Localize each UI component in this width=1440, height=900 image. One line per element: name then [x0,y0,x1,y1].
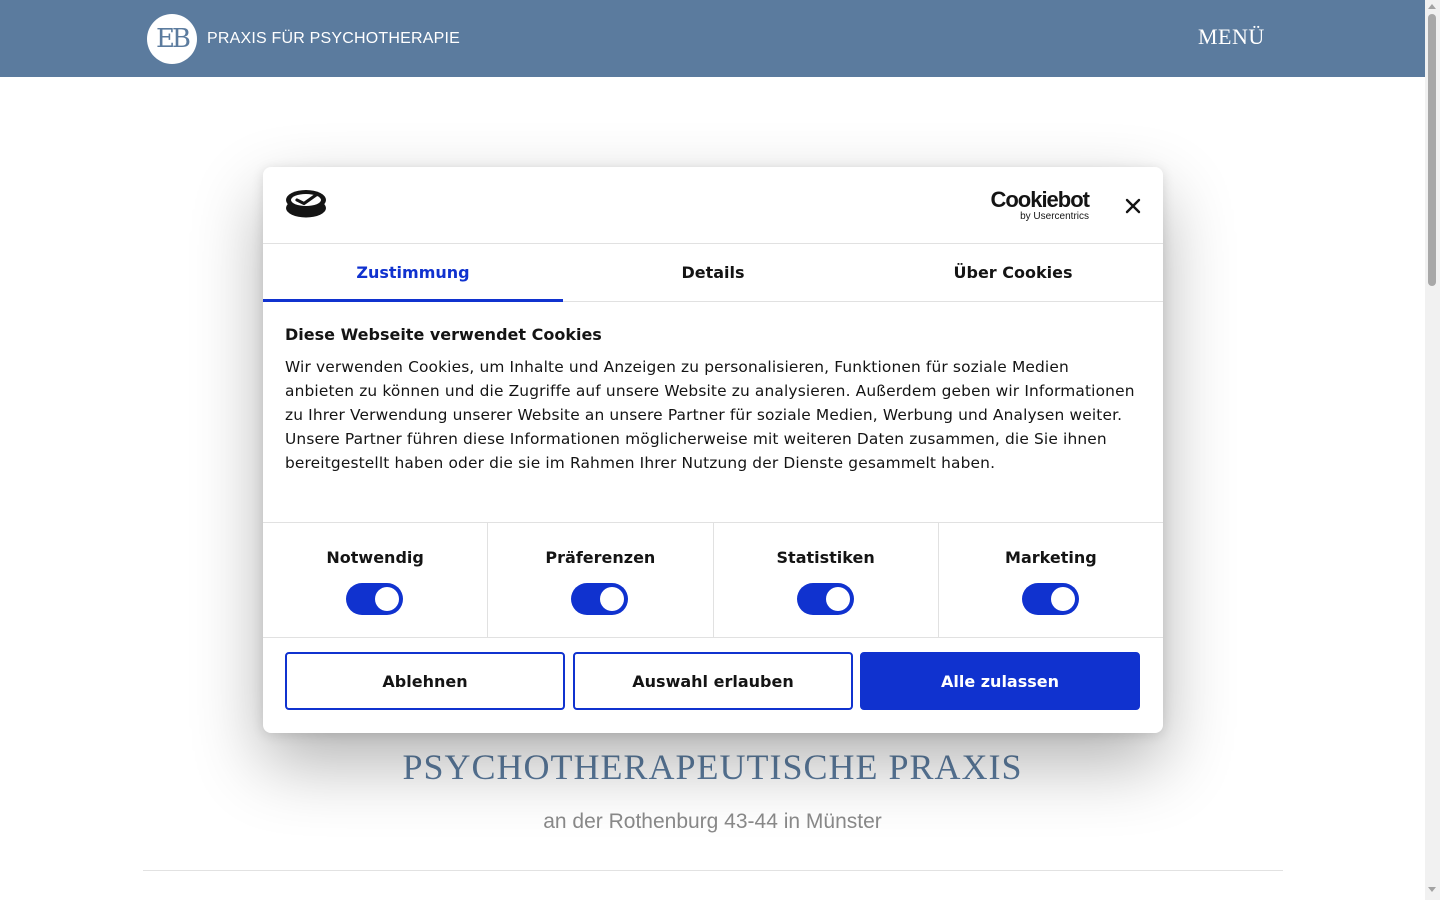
toggle-knob [1051,587,1075,611]
dialog-header [263,167,1163,244]
decline-button[interactable]: Ablehnen [285,652,565,710]
consent-categories [263,522,1163,638]
logo-initials: EB [155,24,189,54]
dialog-title: Diese Webseite verwendet Cookies [285,325,602,344]
toggle-knob [375,587,399,611]
marketing-toggle[interactable] [1022,583,1079,615]
dialog-tabs [263,244,1163,302]
scrollbar-thumb[interactable] [1428,14,1436,286]
cookiebot-logo-icon [285,187,329,221]
allow-selection-button[interactable]: Auswahl erlauben [573,652,853,710]
category-label: Präferenzen [545,548,656,567]
divider [143,870,1283,871]
close-icon[interactable] [1120,193,1146,219]
brand-name: Cookiebot [990,187,1089,212]
allow-all-button[interactable]: Alle zulassen [860,652,1140,710]
category-statistiken [713,523,938,637]
toggle-knob [600,587,624,611]
cookiebot-brand[interactable] [987,189,1089,222]
category-label: Notwendig [326,548,424,567]
cookie-consent-dialog [263,167,1163,733]
praeferenzen-toggle[interactable] [571,583,628,615]
brand-byline: by Usercentrics [1020,211,1089,222]
scrollbar[interactable] [1425,0,1440,900]
page-subtitle: an der Rothenburg 43-44 in Münster [543,810,882,833]
toggle-knob [826,587,850,611]
page-title: PSYCHOTHERAPEUTISCHE PRAXIS [402,747,1023,787]
notwendig-toggle[interactable] [346,583,403,615]
category-marketing [938,523,1163,637]
logo-icon[interactable] [147,14,197,64]
tab-zustimmung[interactable]: Zustimmung [263,244,563,301]
category-label: Marketing [1005,548,1097,567]
tab-ueber-cookies[interactable]: Über Cookies [953,263,1073,282]
scroll-down-arrow-icon[interactable] [1428,887,1436,892]
dialog-text: Wir verwenden Cookies, um Inhalte und Anzeigen zu personalisieren, Funktionen für soziale Medien anbieten zu können und die Zugriffe auf unsere Website zu analysieren. Außerdem geben wir Informationen zu Ihrer Verwendung unserer Website an unsere Partner für soziale Medien, Werbung und Analysen weiter. Unsere Partner führen diese Informationen möglicherweise mit weiteren Daten zusammen, die Sie ihnen bereitgestellt haben oder die sie im Rahmen Ihrer Nutzung der Dienste gesammelt haben. [285,358,1135,472]
scroll-up-arrow-icon[interactable] [1428,4,1436,9]
logo-text[interactable]: PRAXIS FÜR PSYCHOTHERAPIE [207,30,461,47]
menu-button[interactable]: MENÜ [1198,24,1265,49]
category-label: Statistiken [776,548,875,567]
category-praeferenzen [487,523,712,637]
tab-details[interactable]: Details [681,263,745,282]
site-header [0,0,1425,77]
statistiken-toggle[interactable] [797,583,854,615]
category-notwendig [263,523,487,637]
